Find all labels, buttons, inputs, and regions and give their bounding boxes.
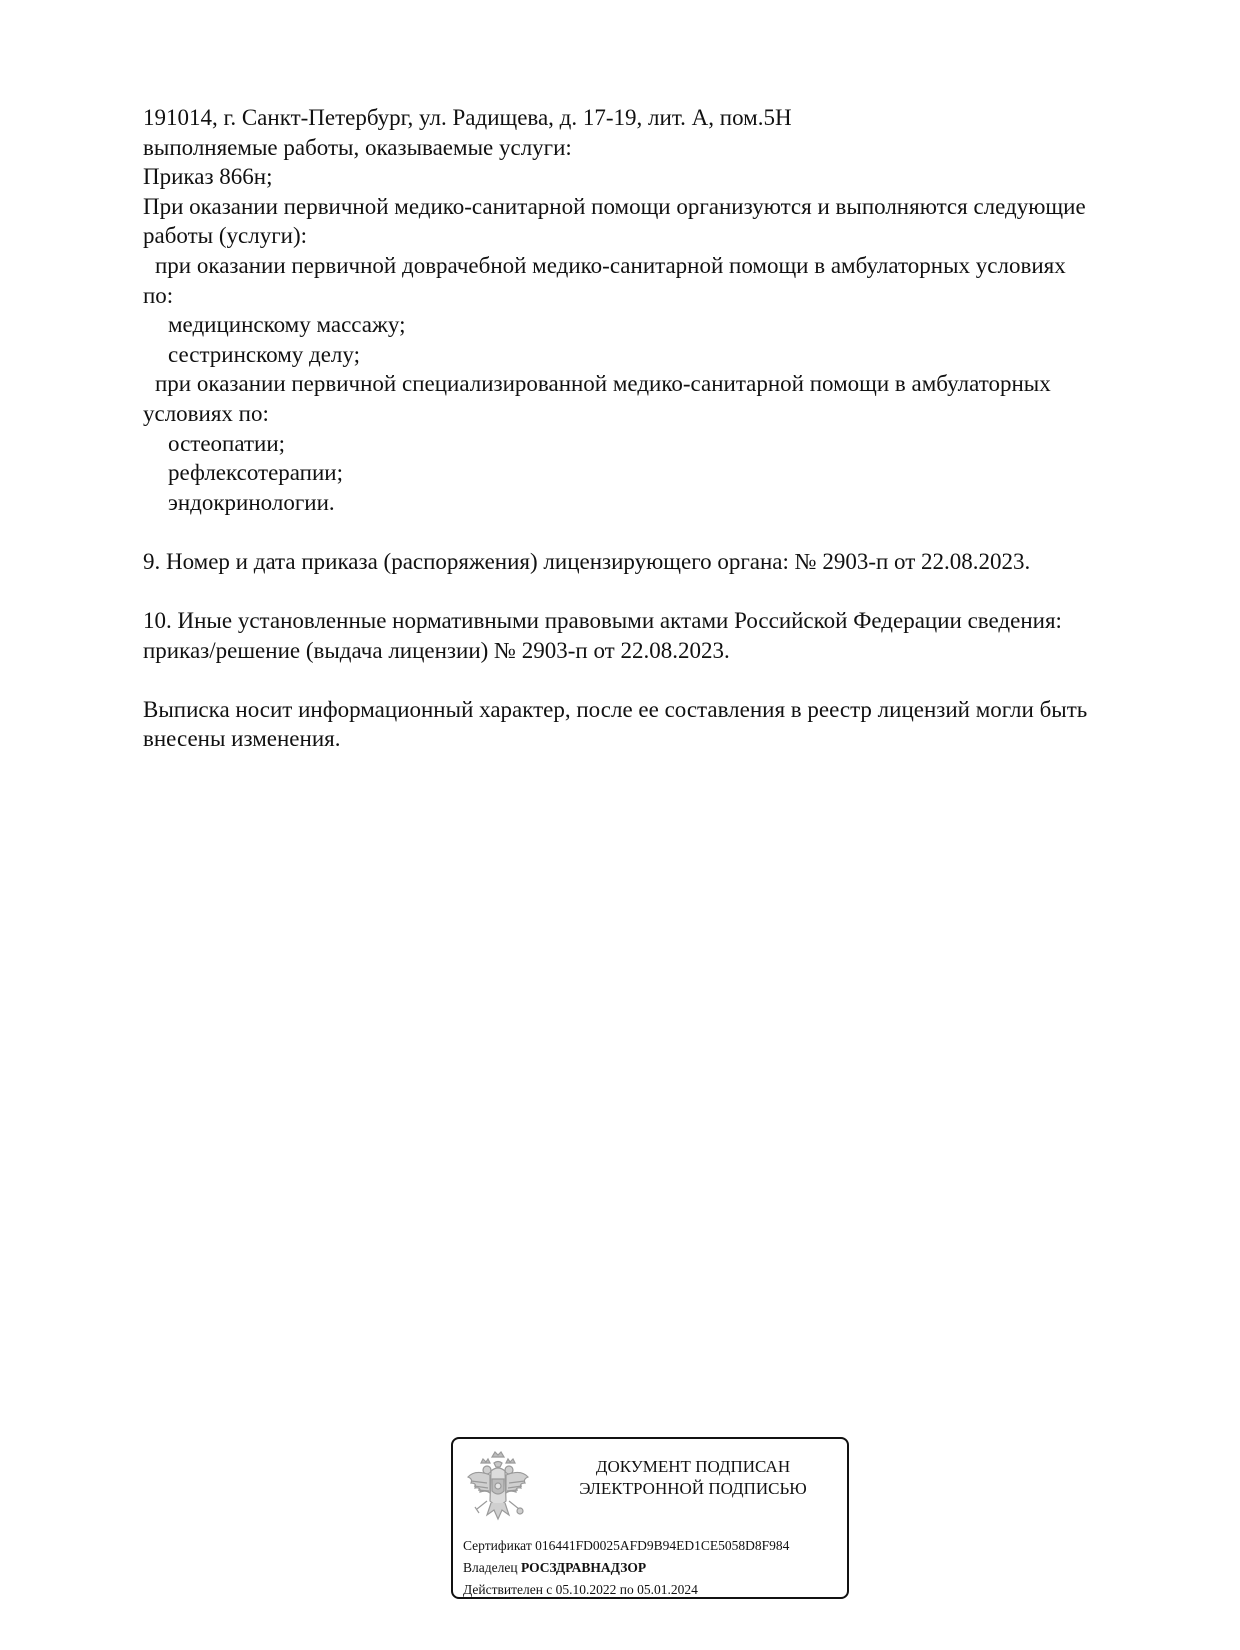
disclaimer-line-1: Выписка носит информационный характер, после ее составления в реестр лицензий могли быть bbox=[143, 696, 1088, 722]
service-nursing: сестринскому делу; bbox=[168, 341, 360, 367]
service-reflexotherapy: рефлексотерапии; bbox=[168, 460, 343, 486]
coat-of-arms-icon bbox=[465, 1449, 531, 1533]
address-line: 191014, г. Санкт-Петербург, ул. Радищева, д. 17-19, лит. А, пом.5Н bbox=[143, 105, 792, 130]
prehospital-line-2: по: bbox=[143, 282, 174, 308]
spacer bbox=[143, 577, 1153, 607]
owner-name: РОСЗДРАВНАДЗОР bbox=[520, 1560, 647, 1575]
stamp-title-line-1: ДОКУМЕНТ ПОДПИСАН bbox=[595, 1457, 791, 1476]
primary-care-line-2: работы (услуги): bbox=[143, 223, 307, 249]
stamp-title bbox=[543, 1456, 843, 1500]
disclaimer-line-2: внесены изменения. bbox=[143, 726, 341, 752]
primary-care-line-1: При оказании первичной медико-санитарной помощи организуются и выполняются следующие bbox=[143, 193, 1086, 219]
section-10-line-1: 10. Иные установленные нормативными правовыми актами Российской Федерации сведения: bbox=[143, 608, 1062, 634]
specialized-line-2: условиях по: bbox=[143, 400, 269, 426]
service-massage: медицинскому массажу; bbox=[168, 312, 406, 338]
order-reference: Приказ 866н; bbox=[143, 164, 273, 190]
stamp-info bbox=[463, 1535, 789, 1601]
section-10-line-2: приказ/решение (выдача лицензии) № 2903-п от 22.08.2023. bbox=[143, 637, 730, 663]
document-body bbox=[143, 103, 1153, 754]
validity-line: Действителен с 05.10.2022 по 05.01.2024 bbox=[463, 1582, 698, 1597]
owner-line bbox=[463, 1557, 789, 1579]
section-9: 9. Номер и дата приказа (распоряжения) лицензирующего органа: № 2903-п от 22.08.2023. bbox=[143, 548, 1031, 574]
spacer bbox=[143, 665, 1153, 695]
certificate-line: Сертификат 016441FD0025AFD9B94ED1CE5058D8F984 bbox=[463, 1538, 790, 1553]
specialized-line-1: при оказании первичной специализированной медико-санитарной помощи в амбулаторных bbox=[155, 371, 1051, 397]
spacer bbox=[143, 517, 1153, 547]
stamp-title-line-2: ЭЛЕКТРОННОЙ ПОДПИСЬЮ bbox=[579, 1479, 807, 1498]
electronic-signature-stamp bbox=[451, 1437, 849, 1599]
works-label: выполняемые работы, оказываемые услуги: bbox=[143, 134, 572, 160]
prehospital-line-1: при оказании первичной доврачебной медико-санитарной помощи в амбулаторных условиях bbox=[155, 252, 1066, 278]
service-endocrinology: эндокринологии. bbox=[168, 489, 335, 515]
owner-label: Владелец bbox=[463, 1560, 521, 1575]
service-osteopathy: остеопатии; bbox=[168, 430, 286, 456]
